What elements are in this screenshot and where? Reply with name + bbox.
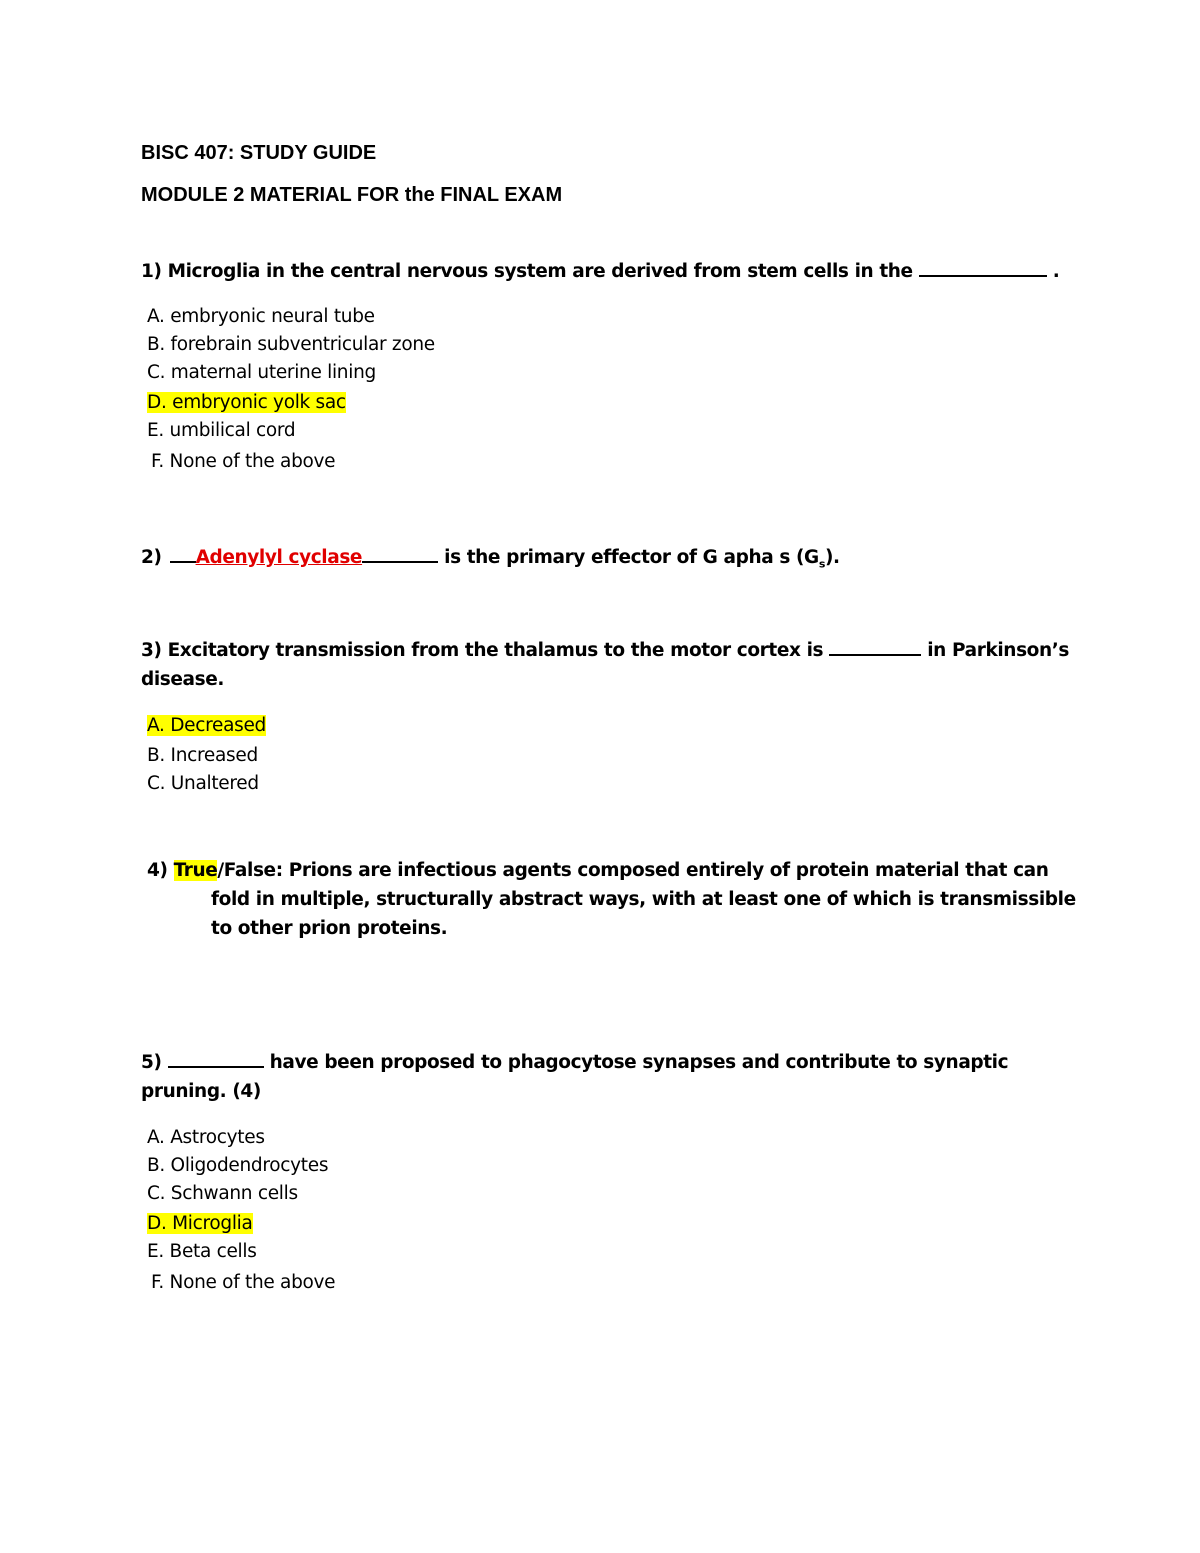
option-1f: F. None of the above: [151, 451, 336, 472]
document-subtitle: MODULE 2 MATERIAL FOR the FINAL EXAM: [141, 184, 563, 206]
question-2: 2) Adenylyl cyclase is the primary effector of G apha s $(G_s)$.: [141, 541, 840, 580]
answer-true: True: [173, 860, 218, 881]
question-3: 3) Excitatory transmission from the thalamus to the motor cortex is in Parkinson’s: [141, 634, 1069, 666]
question-5: 5) have been proposed to phagocytose synapses and contribute to synaptic: [141, 1046, 1008, 1078]
question-4: 4) True/False: Prions are infectious agents composed entirely of protein material that can: [147, 860, 1049, 881]
option-5c: C. Schwann cells: [147, 1183, 298, 1204]
answer-adenylyl-cyclase: Adenylyl cyclase: [195, 547, 363, 568]
question-5-line-2: pruning. (4): [141, 1081, 261, 1102]
option-5d-correct: D. Microglia: [147, 1213, 253, 1234]
option-1b: B. forebrain subventricular zone: [147, 334, 435, 355]
option-1a: A. embryonic neural tube: [147, 306, 375, 327]
option-5b: B. Oligodendrocytes: [147, 1155, 329, 1176]
question-3-line-2: disease.: [141, 669, 225, 690]
answer-blank: [168, 1046, 264, 1068]
option-5f: F. None of the above: [151, 1272, 336, 1293]
document-title: BISC 407: STUDY GUIDE: [141, 142, 377, 164]
option-1e: E. umbilical cord: [147, 420, 296, 441]
option-3a-correct: A. Decreased: [147, 715, 266, 736]
option-1d-correct: D. embryonic yolk sac: [147, 392, 346, 413]
option-5a: A. Astrocytes: [147, 1127, 265, 1148]
option-5e: E. Beta cells: [147, 1241, 257, 1262]
answer-blank: [919, 255, 1047, 277]
question-1-text: 1) Microglia in the central nervous system are derived from stem cells in the: [141, 261, 913, 282]
question-4-line-2: fold in multiple, structurally abstract ways, with at least one of which is transmissible: [211, 889, 1076, 910]
option-1c: C. maternal uterine lining: [147, 362, 376, 383]
question-1: 1) Microglia in the central nervous system are derived from stem cells in the .: [141, 255, 1059, 287]
question-4-line-3: to other prion proteins.: [211, 918, 448, 939]
option-3c: C. Unaltered: [147, 773, 259, 794]
option-3b: B. Increased: [147, 745, 258, 766]
answer-blank: [829, 634, 921, 656]
